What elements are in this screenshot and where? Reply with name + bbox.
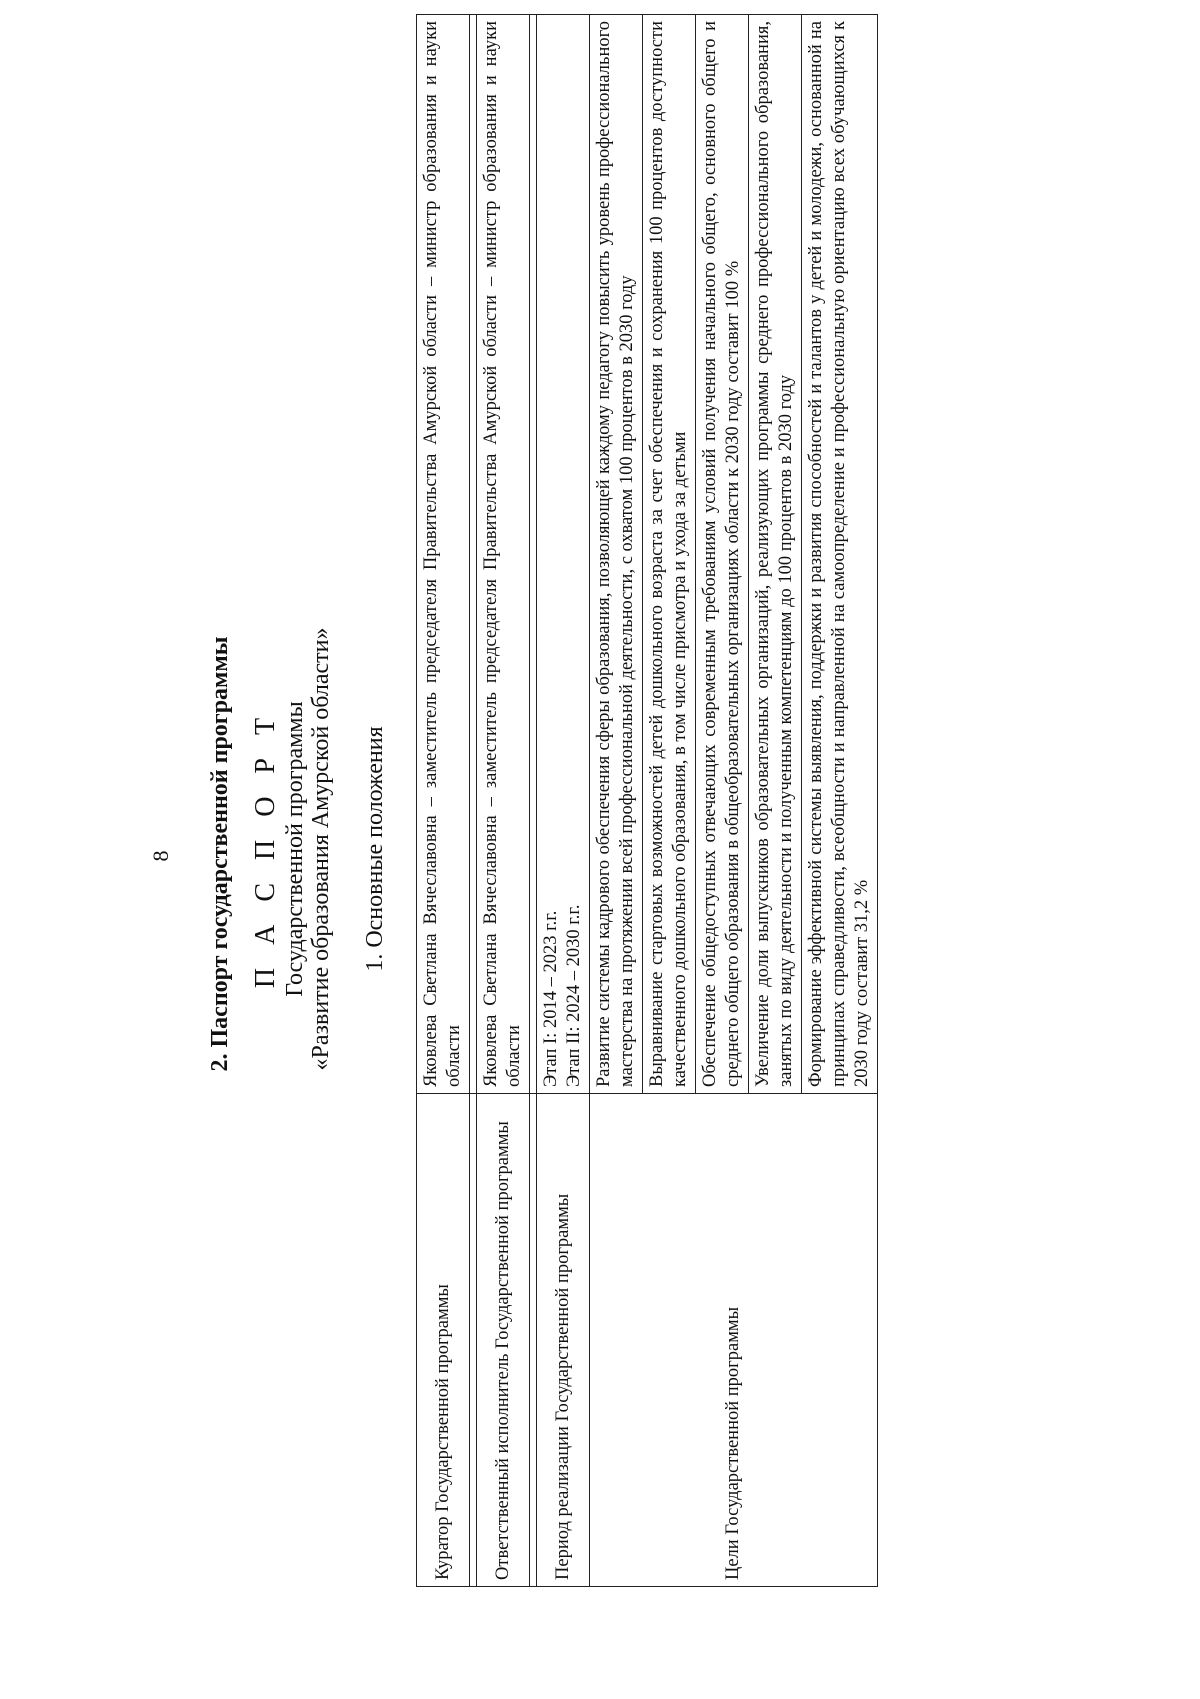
period-label: Период реализации Государственной программы: [537, 1094, 590, 1587]
table-row-period: [537, 15, 590, 1587]
goals-label: Цели Государственной программы: [590, 1094, 878, 1587]
goal-item: Обеспечение общедоступных отвечающих современным требованиям условий получения начального общего, основного общего и среднего общего образования в общеобразовательных организациях области к 2030 году составит 100 %: [696, 15, 749, 1094]
table-row-goal: [590, 15, 643, 1587]
period-stage-1: Этап I: 2014 – 2023 г.г.: [541, 910, 561, 1087]
executor-label: Ответственный исполнитель Государственной программы: [477, 1094, 530, 1587]
goal-item: Формирование эффективной системы выявления, поддержки и развития способностей и талантов у детей и молодежи, основанной на принципах справедливости, всеобщности и направленной на самоопределение и профессиональную ориентацию всех обучающихся к 2030 году составит 31,2 %: [802, 15, 878, 1094]
curator-label: Куратор Государственной программы: [417, 1094, 470, 1587]
passport-table: [416, 14, 878, 1587]
period-stage-2: Этап II: 2024 – 2030 г.г.: [564, 904, 584, 1087]
passport-line-1: Государственной программы: [282, 701, 308, 997]
page-number: 8: [148, 850, 173, 862]
passport-line-2: «Развитие образования Амурской области»: [308, 627, 334, 1071]
passport-heading-block: [250, 449, 334, 1249]
table-row-executor: [477, 15, 530, 1587]
curator-value: Яковлева Светлана Вячеславовна – заместитель председателя Правительства Амурской области – министр образования и науки области: [417, 15, 470, 1094]
passport-heading: П А С П О Р Т: [250, 709, 281, 989]
goal-item: Развитие системы кадрового обеспечения сферы образования, позволяющей каждому педагогу повысить уровень профессионального мастерства на протяжении всей профессиональной деятельности, с охватом 100 процентов в 2030 году: [590, 15, 643, 1094]
goal-item: Выравнивание стартовых возможностей детей дошкольного возраста за счет обеспечения и сохранения 100 процентов доступности качественного дошкольного образования, в том числе присмотра и ухода за детьми: [643, 15, 696, 1094]
period-value: [537, 15, 590, 1094]
goal-item: Увеличение доли выпускников образовательных организаций, реализующих программы среднего профессионального образования, занятых по виду деятельности и полученным компетенциям до 100 процентов в 2030 году: [749, 15, 802, 1094]
executor-value: Яковлева Светлана Вячеславовна – заместитель председателя Правительства Амурской области – министр образования и науки области: [477, 15, 530, 1094]
table-spacer: [530, 15, 537, 1587]
section-title: 2. Паспорт государственной программы: [207, 636, 233, 1072]
subsection-title: 1. Основные положения: [362, 726, 388, 972]
table-row-curator: [417, 15, 470, 1587]
table-spacer: [470, 15, 477, 1587]
